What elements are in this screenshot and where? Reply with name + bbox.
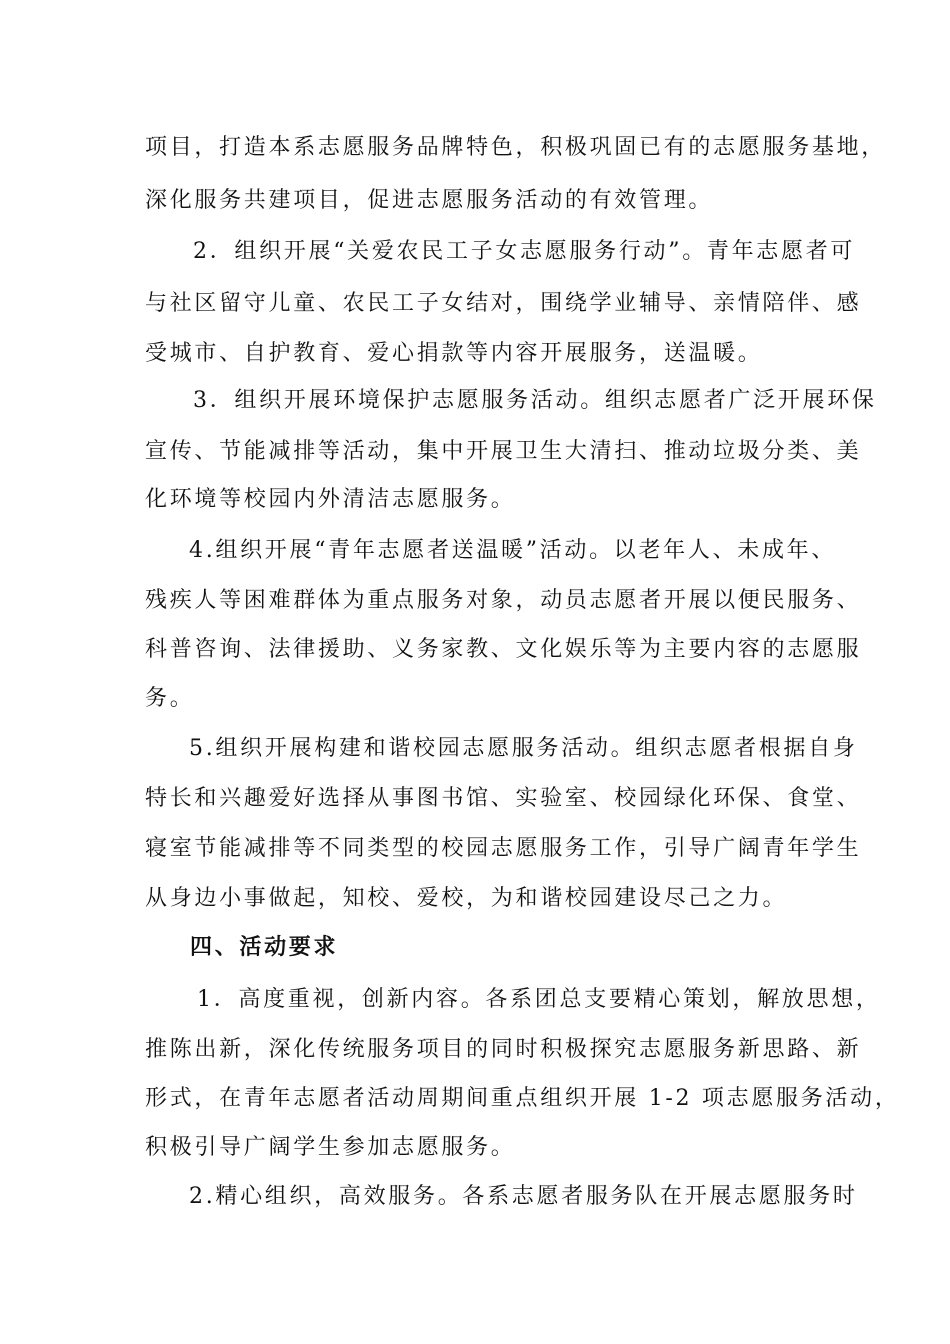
paragraph-line: 形式，在青年志愿者活动周期间重点组织开展 1-2 项志愿服务活动， bbox=[145, 1086, 900, 1111]
paragraph-line: 3．组织开展环境保护志愿服务活动。组织志愿者广泛开展环保 bbox=[193, 388, 877, 413]
paragraph-line: 宣传、节能减排等活动，集中开展卫生大清扫、推动垃圾分类、美 bbox=[145, 439, 862, 464]
paragraph-line: 化环境等校园内外清洁志愿服务。 bbox=[145, 487, 516, 512]
paragraph-line: 务。 bbox=[145, 686, 195, 711]
paragraph-line: 2．组织开展“关爱农民工子女志愿服务行动”。青年志愿者可 bbox=[193, 239, 856, 264]
paragraph-line: 5.组织开展构建和谐校园志愿服务活动。组织志愿者根据自身 bbox=[189, 736, 858, 761]
paragraph-line: 受城市、自护教育、爱心捐款等内容开展服务，送温暖。 bbox=[145, 341, 763, 366]
paragraph-line: 积极引导广阔学生参加志愿服务。 bbox=[145, 1135, 516, 1160]
paragraph-line: 4.组织开展“青年志愿者送温暖”活动。以老年人、未成年、 bbox=[189, 538, 837, 563]
paragraph-line: 寝室节能减排等不同类型的校园志愿服务工作，引导广阔青年学生 bbox=[145, 836, 862, 861]
paragraph-line: 推陈出新，深化传统服务项目的同时积极探究志愿服务新思路、新 bbox=[145, 1037, 862, 1062]
paragraph-line: 1．高度重视，创新内容。各系团总支要精心策划，解放思想， bbox=[197, 987, 881, 1012]
section-heading: 四、活动要求 bbox=[190, 934, 339, 960]
paragraph-line: 深化服务共建项目，促进志愿服务活动的有效管理。 bbox=[145, 188, 714, 213]
paragraph-line: 2.精心组织，高效服务。各系志愿者服务队在开展志愿服务时 bbox=[189, 1184, 858, 1209]
paragraph-line: 特长和兴趣爱好选择从事图书馆、实验室、校园绿化环保、食堂、 bbox=[145, 786, 862, 811]
paragraph-line: 从身边小事做起，知校、爱校，为和谐校园建设尽己之力。 bbox=[145, 886, 788, 911]
paragraph-line: 残疾人等困难群体为重点服务对象，动员志愿者开展以便民服务、 bbox=[145, 588, 862, 613]
paragraph-line: 与社区留守儿童、农民工子女结对，围绕学业辅导、亲情陪伴、感 bbox=[145, 291, 862, 316]
paragraph-line: 科普咨询、法律援助、义务家教、文化娱乐等为主要内容的志愿服 bbox=[145, 637, 862, 662]
paragraph-line: 项目，打造本系志愿服务品牌特色，积极巩固已有的志愿服务基地， bbox=[145, 135, 887, 160]
